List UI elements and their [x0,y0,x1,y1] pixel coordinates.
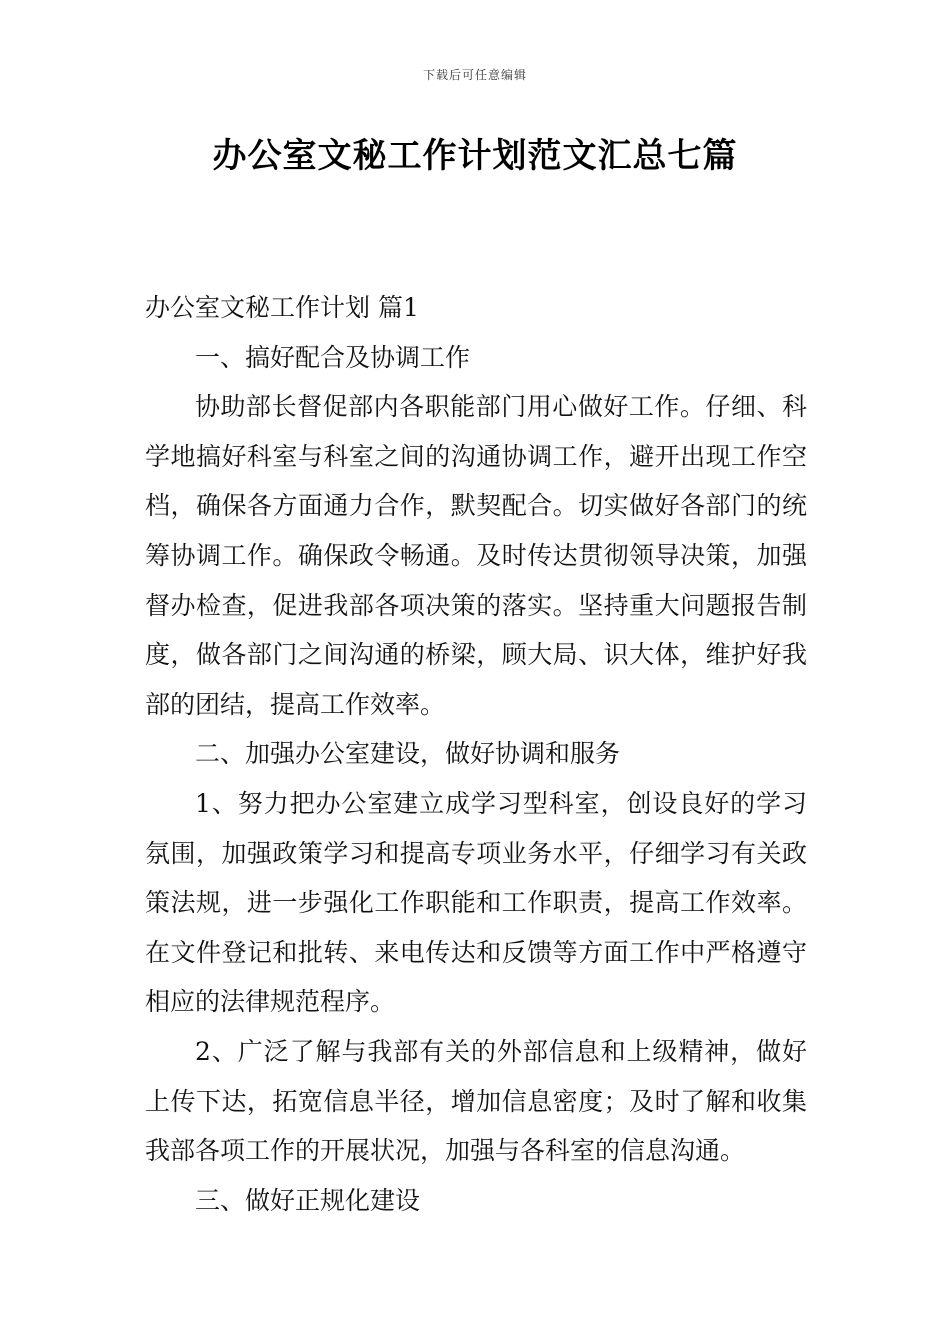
document-body [145,283,807,1225]
section-heading-2: 二、加强办公室建设，做好协调和服务 [195,739,621,769]
section-label: 办公室文秘工作计划 篇1 [145,293,419,322]
paragraph-2: 1、努力把办公室建立成学习型科室，创设良好的学习氛围，加强政策学习和提高专项业务水平，仔细学习有关政策法规，进一步强化工作职能和工作职责，提高工作效率。在文件登记和批转、来电传达和反馈等方面工作中严格遵守相应的法律规范程序。 [145,788,807,1017]
paragraph-1: 协助部长督促部内各职能部门用心做好工作。仔细、科学地搞好科室与科室之间的沟通协调工作，避开出现工作空档，确保各方面通力合作，默契配合。切实做好各部门的统筹协调工作。确保政令畅通。及时传达贯彻领导决策，加强督办检查，促进我部各项决策的落实。坚持重大问题报告制度，做各部门之间沟通的桥梁，顾大局、识大体，维护好我部的团结，提高工作效率。 [145,392,807,719]
header-note: 下载后可任意编辑 [422,68,527,82]
section-heading-1: 一、搞好配合及协调工作 [195,342,471,372]
paragraph-3: 2、广泛了解与我部有关的外部信息和上级精神，做好上传下达，拓宽信息半径，增加信息密度；及时了解和收集我部各项工作的开展状况，加强与各科室的信息沟通。 [145,1036,807,1166]
section-heading-3: 三、做好正规化建设 [195,1185,421,1215]
document-title: 办公室文秘工作计划范文汇总七篇 [212,136,738,176]
